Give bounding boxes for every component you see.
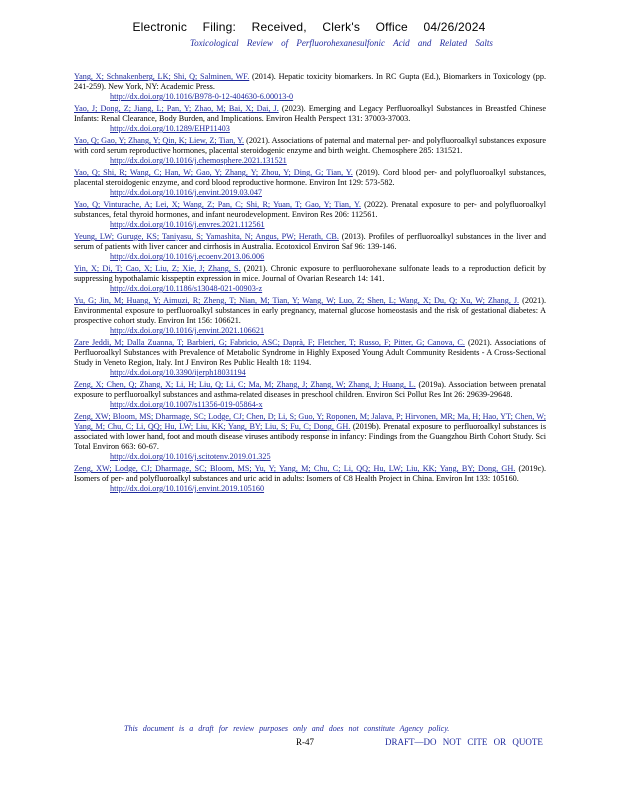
- reference-text: (2021). Environmental exposure to perfluoroalkyl substances in early pregnancy, maternal glucose homeostasis and the risk of gestational diabetes: A prospective cohort study. Environ Int 156: 106621.: [74, 296, 546, 325]
- reference-text: (2021). Associations of Perfluoroalkyl Substances with Prevalence of Metabolic Syndrome in Highly Exposed Young Adult Community Residents - A Cross-Sectional Study in Veneto Region, Italy. Int J Environ Res Public Health 18: 1194.: [74, 338, 547, 367]
- reference-authors[interactable]: Zare Jeddi, M; Dalla Zuanna, T; Barbieri, G; Fabricio, ASC; Daprà, F; Fletcher, T; Russo, F; Pitter, G; Canova, C.: [74, 338, 465, 347]
- reference-text: (2019). Cord blood per- and polyfluoroalkyl substances, placental steroidogenic enzyme, and cord blood reproductive hormone. Environ Int 129: 573-582.: [74, 168, 547, 187]
- reference-doi-link[interactable]: http://dx.doi.org/10.1016/j.envint.2019.03.047: [110, 188, 263, 197]
- reference-text: (2021). Associations of paternal and maternal per- and polyfluoroalkyl substances exposure with cord serum reproductive hormones, placental steroidogenic enzyme and birth weight. Chemosphere 285: 131521.: [74, 136, 547, 155]
- reference-doi-link[interactable]: http://dx.doi.org/10.1016/j.ecoenv.2013.06.006: [110, 252, 265, 261]
- reference-doi-link[interactable]: http://dx.doi.org/10.1289/EHP11403: [110, 124, 230, 133]
- reference-authors[interactable]: Zeng, XW; Lodge, CJ; Dharmage, SC; Bloom, MS; Yu, Y; Yang, M; Chu, C; Li, QQ; Hu, LW; Liu, KK; Yang, BY; Dong, GH.: [74, 464, 516, 473]
- filing-date: 04/26/2024: [423, 20, 486, 34]
- reference-text: (2019b). Prenatal exposure to perfluoroalkyl substances is associated with lower hand, foot and mouth disease viruses antibody response in infancy: Findings from the Guangzhou Birth Cohort Study. Sci Total Environ 663: 60-67.: [74, 422, 547, 451]
- filing-word-3: Received,: [251, 20, 307, 34]
- reference-text: (2019a). Association between prenatal exposure to perfluoroalkyl substances and asthma-related diseases in preschool children. Environ Sci Pollut Res Int 26: 29639-29648.: [74, 380, 547, 399]
- reference-doi-link[interactable]: http://dx.doi.org/10.1016/j.envint.2019.105160: [110, 484, 265, 493]
- document-subtitle: Toxicological Review of Perfluorohexanesulfonic Acid and Related Salts: [190, 38, 493, 48]
- reference-doi-link[interactable]: http://dx.doi.org/10.1016/j.scitotenv.2019.01.325: [110, 452, 271, 461]
- draft-notice: DRAFT—DO NOT CITE OR QUOTE: [385, 737, 543, 747]
- filing-word-5: Office: [375, 20, 408, 34]
- reference-authors[interactable]: Yao, J; Dong, Z; Jiang, L; Pan, Y; Zhao, M; Bai, X; Dai, J.: [74, 104, 279, 113]
- reference-entry: [74, 168, 546, 198]
- filing-word-2: Filing:: [202, 20, 237, 34]
- reference-entry: [74, 72, 546, 102]
- reference-doi-link[interactable]: http://dx.doi.org/10.1007/s11356-019-05864-x: [110, 400, 263, 409]
- reference-doi-link[interactable]: http://dx.doi.org/10.3390/ijerph18031194: [110, 368, 246, 377]
- reference-doi-link[interactable]: http://dx.doi.org/10.1016/B978-0-12-404630-6.00013-0: [110, 92, 294, 101]
- reference-doi-link[interactable]: http://dx.doi.org/10.1016/j.envres.2021.112561: [110, 220, 265, 229]
- reference-authors[interactable]: Zeng, XW; Bloom, MS; Dharmage, SC; Lodge, CJ; Chen, D; Li, S; Guo, Y; Roponen, M; Jalava, P; Hirvonen, MR; Ma, H; Hao, YT; Chen, W; Yang, M; Chu, C; Li, QQ; Hu, LW; Liu, KK; Yang, BY; Liu, S; Fu, C; Dong, GH.: [74, 412, 546, 431]
- reference-list: [74, 72, 546, 496]
- reference-text: (2014). Hepatic toxicity biomarkers. In RC Gupta (Ed.), Biomarkers in Toxicology (pp. 241-259). New York, NY: Academic Press.: [74, 72, 546, 91]
- reference-entry: [74, 464, 546, 494]
- reference-entry: [74, 264, 546, 294]
- filing-word-1: Electronic: [132, 20, 188, 34]
- reference-authors[interactable]: Yao, Q; Shi, R; Wang, C; Han, W; Gao, Y; Zhang, Y; Zhou, Y; Ding, G; Tian, Y.: [74, 168, 353, 177]
- reference-authors[interactable]: Yin, X; Di, T; Cao, X; Liu, Z; Xie, J; Zhang, S.: [74, 264, 241, 273]
- reference-text: (2013). Profiles of perfluoroalkyl substances in the liver and serum of patients with liver cancer and cirrhosis in Australia. Ecotoxicol Environ Saf 96: 139-146.: [74, 232, 547, 251]
- reference-entry: [74, 136, 546, 166]
- reference-text: (2019c). Isomers of per- and polyfluoroalkyl substances and uric acid in adults: Isomers of C8 Health Project in China. Environ Int 133: 105160.: [74, 464, 546, 483]
- reference-doi-link[interactable]: http://dx.doi.org/10.1016/j.chemosphere.2021.131521: [110, 156, 287, 165]
- page-number: R-47: [296, 737, 314, 747]
- reference-entry: [74, 380, 546, 410]
- reference-authors[interactable]: Yeung, LW; Guruge, KS; Taniyasu, S; Yamashita, N; Angus, PW; Herath, CB.: [74, 232, 339, 241]
- reference-doi-link[interactable]: http://dx.doi.org/10.1016/j.envint.2021.106621: [110, 326, 265, 335]
- reference-entry: [74, 200, 546, 230]
- reference-authors[interactable]: Zeng, X; Chen, Q; Zhang, X; Li, H; Liu, Q; Li, C; Ma, M; Zhang, J; Zhang, W; Zhang, J; Huang, L.: [74, 380, 416, 389]
- reference-text: (2023). Emerging and Legacy Perfluoroalkyl Substances in Breastfed Chinese Infants: Renal Clearance, Body Burden, and Implications. Environ Health Perspect 131: 37003-37003.: [74, 104, 546, 123]
- reference-entry: [74, 296, 546, 336]
- filing-word-4: Clerk's: [322, 20, 361, 34]
- reference-text: (2021). Chronic exposure to perfluorohexane sulfonate leads to a reproduction deficit by suppressing hypothalamic kisspeptin expression in mice. Journal of Ovarian Research 14: 141.: [74, 264, 547, 283]
- reference-doi-link[interactable]: http://dx.doi.org/10.1186/s13048-021-00903-z: [110, 284, 263, 293]
- reference-authors[interactable]: Yu, G; Jin, M; Huang, Y; Aimuzi, R; Zheng, T; Nian, M; Tian, Y; Wang, W; Luo, Z; Shen, L; Wang, X; Du, Q; Xu, W; Zhang, J.: [74, 296, 520, 305]
- reference-authors[interactable]: Yao, Q; Vinturache, A; Lei, X; Wang, Z; Pan, C; Shi, R; Yuan, T; Gao, Y; Tian, Y.: [74, 200, 361, 209]
- reference-entry: [74, 104, 546, 134]
- draft-disclaimer: This document is a draft for review purposes only and does not constitute Agency policy.: [124, 724, 450, 733]
- reference-text: (2022). Prenatal exposure to per- and polyfluoroalkyl substances, fetal thyroid hormones, and infant neurodevelopment. Environ Res 206: 112561.: [74, 200, 546, 219]
- reference-entry: [74, 232, 546, 262]
- reference-authors[interactable]: Yang, X; Schnakenberg, LK; Shi, Q; Salminen, WF.: [74, 72, 250, 81]
- reference-authors[interactable]: Yao, Q; Gao, Y; Zhang, Y; Qin, K; Liew, Z; Tian, Y.: [74, 136, 245, 145]
- reference-entry: [74, 338, 546, 378]
- filing-stamp: [0, 20, 618, 34]
- reference-entry: [74, 412, 546, 462]
